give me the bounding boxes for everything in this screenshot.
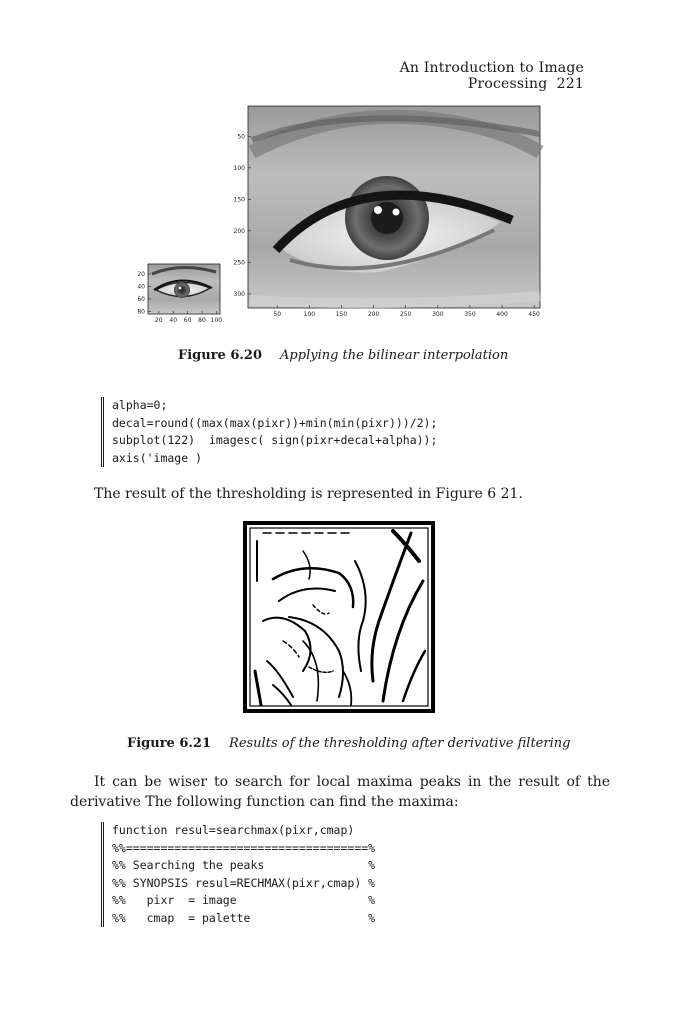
code-line: alpha=0;: [112, 398, 168, 412]
y-tick-label: 60: [137, 296, 145, 303]
running-head: [300, 60, 584, 92]
figure-6-20: [137, 100, 550, 335]
figure-6-20-label: Figure 6.20: [178, 348, 263, 363]
x-tick-label: 50: [273, 311, 282, 318]
x-tick-label: 450: [528, 311, 540, 318]
figure-6-21-label: Figure 6.21: [127, 736, 212, 751]
code-line: %% SYNOPSIS resul=RECHMAX(pixr,cmap) %: [112, 875, 376, 890]
small-eye-image: [148, 264, 220, 314]
x-tick-label: 350: [464, 311, 476, 318]
y-tick-label: 150: [233, 196, 245, 204]
x-tick-label: 80: [198, 317, 206, 324]
figure-6-20-caption-text: Applying the bilinear interpolation: [280, 348, 509, 363]
y-tick-label: 20: [137, 271, 145, 278]
y-tick-label: 40: [137, 283, 145, 291]
code-line: %% pixr = image %: [112, 893, 376, 907]
code-line: %%===================================%: [112, 840, 376, 855]
paragraph-2: [70, 772, 610, 812]
x-tick-label: 40: [169, 317, 178, 324]
x-tick-label: 100: [303, 311, 316, 318]
code-block-1: [101, 397, 437, 467]
running-head-title: An Introduction to Image Processing: [399, 60, 584, 92]
threshold-result-image: [243, 521, 435, 713]
y-tick-label: 200: [233, 227, 245, 235]
x-tick-label: 400: [496, 311, 508, 318]
figure-6-21-caption-text: Results of the thresholding after derivative filtering: [229, 736, 571, 751]
code-block-2: [101, 822, 375, 927]
x-tick-label: 100: [210, 317, 223, 324]
code-line: %% Searching the peaks %: [112, 858, 376, 872]
x-tick-label: 60: [183, 317, 192, 324]
code-line: decal=round((max(max(pixr))+min(min(pixr)))/2);: [112, 415, 438, 430]
x-tick-label: 150: [335, 311, 348, 318]
y-tick-label: 50: [237, 133, 245, 141]
y-tick-label: 300: [233, 290, 245, 298]
code-line: subplot(122) imagesc( sign(pixr+decal+alpha));: [112, 433, 438, 447]
paragraph-2-line-2: derivative The following function can find the maxima:: [70, 794, 459, 810]
figure-6-21-caption: [127, 736, 570, 751]
large-eye-image: [248, 106, 540, 308]
y-tick-label: 80: [137, 308, 145, 316]
code-line: axis('image ): [112, 450, 203, 465]
x-tick-label: 200: [367, 311, 380, 318]
paragraph-2-line-1: It can be wiser to search for local maxima peaks in the result of the: [94, 774, 610, 790]
code-line: %% cmap = palette %: [112, 910, 376, 925]
x-tick-label: 20: [154, 317, 163, 324]
x-tick-label: 300: [432, 311, 444, 318]
figure-6-21: [243, 521, 435, 713]
y-tick-label: 100: [233, 164, 245, 172]
paragraph-1: The result of the thresholding is represented in Figure 6 21.: [94, 486, 523, 502]
page-number: 221: [556, 76, 584, 92]
y-tick-label: 250: [233, 259, 245, 267]
x-tick-label: 250: [399, 311, 412, 318]
code-line: function resul=searchmax(pixr,cmap): [112, 823, 355, 837]
figure-6-20-caption: [178, 348, 508, 363]
